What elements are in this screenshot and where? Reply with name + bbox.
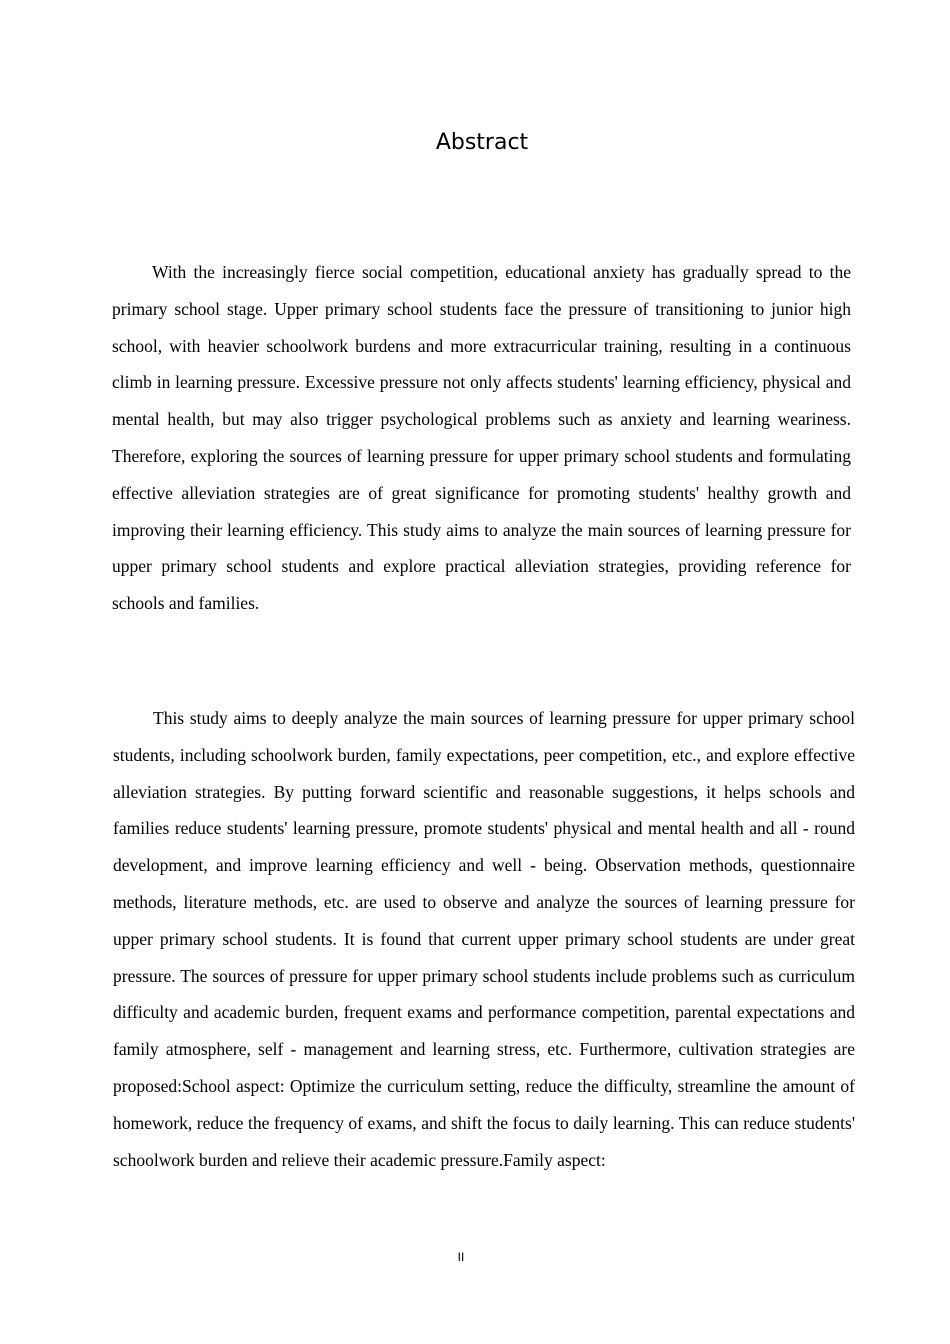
page-number: II (457, 1250, 465, 1264)
abstract-paragraph-1: With the increasingly fierce social competition, educational anxiety has gradually spread to the primary school stage. Upper primary school students face the pressure of transitioning to junior high school, with heavier schoolwork burdens and more extracurricular training, resulting in a continuous climb in learning pressure. Excessive pressure not only affects students' learning efficiency, physical and mental health, but may also trigger psychological problems such as anxiety and learning weariness. Therefore, exploring the sources of learning pressure for upper primary school students and formulating effective alleviation strategies are of great significance for promoting students' healthy growth and improving their learning efficiency. This study aims to analyze the main sources of learning pressure for upper primary school students and explore practical alleviation strategies, providing reference for schools and families. (112, 262, 851, 614)
page-title: Abstract (435, 130, 529, 155)
abstract-paragraph-2: This study aims to deeply analyze the main sources of learning pressure for upper primary school students, including schoolwork burden, family expectations, peer competition, etc., and explore effective alleviation strategies. By putting forward scientific and reasonable suggestions, it helps schools and families reduce students' learning pressure, promote students' physical and mental health and all - round development, and improve learning efficiency and well - being. Observation methods, questionnaire methods, literature methods, etc. are used to observe and analyze the sources of learning pressure for upper primary school students. It is found that current upper primary school students are under great pressure. The sources of pressure for upper primary school students include problems such as curriculum difficulty and academic burden, frequent exams and performance competition, parental expectations and family atmosphere, self - management and learning stress, etc. Furthermore, cultivation strategies are proposed:School aspect: Optimize the curriculum setting, reduce the difficulty, streamline the amount of homework, reduce the frequency of exams, and shift the focus to daily learning. This can reduce students' schoolwork burden and relieve their academic pressure.Family aspect: (113, 708, 855, 1170)
